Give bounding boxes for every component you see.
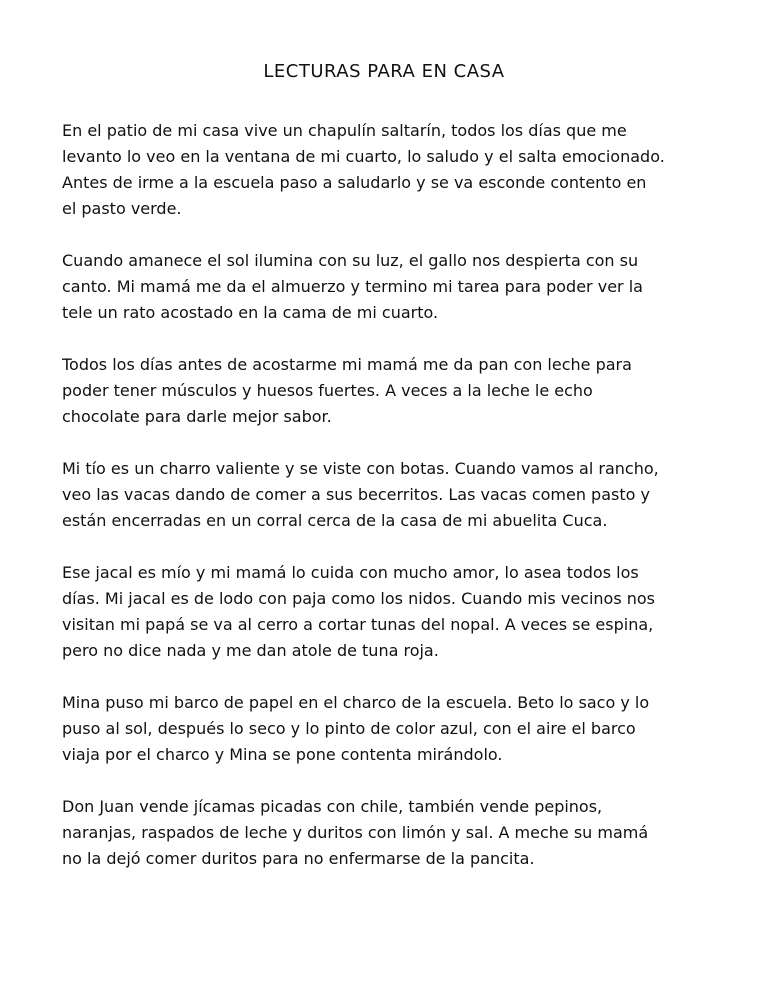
paragraph-5 xyxy=(62,560,722,664)
paragraph-1 xyxy=(62,118,722,222)
text-line: chocolate para darle mejor sabor. xyxy=(62,407,332,426)
text-line: Don Juan vende jícamas picadas con chile, también vende pepinos, xyxy=(62,797,603,816)
text-line: viaja por el charco y Mina se pone contenta mirándolo. xyxy=(62,745,503,764)
paragraph-2 xyxy=(62,248,722,326)
text-line: Ese jacal es mío y mi mamá lo cuida con mucho amor, lo asea todos los xyxy=(62,563,639,582)
reading-body xyxy=(62,118,722,898)
paragraph-7 xyxy=(62,794,722,872)
text-line: Mina puso mi barco de papel en el charco de la escuela. Beto lo saco y lo xyxy=(62,693,650,712)
text-line: Mi tío es un charro valiente y se viste con botas. Cuando vamos al rancho, xyxy=(62,459,659,478)
text-line: veo las vacas dando de comer a sus becerritos. Las vacas comen pasto y xyxy=(62,485,650,504)
text-line: Cuando amanece el sol ilumina con su luz, el gallo nos despierta con su xyxy=(62,251,639,270)
text-line: pero no dice nada y me dan atole de tuna roja. xyxy=(62,641,439,660)
text-line: tele un rato acostado en la cama de mi cuarto. xyxy=(62,303,439,322)
paragraph-6 xyxy=(62,690,722,768)
text-line: están encerradas en un corral cerca de la casa de mi abuelita Cuca. xyxy=(62,511,608,530)
paragraph-3 xyxy=(62,352,722,430)
text-line: puso al sol, después lo seco y lo pinto de color azul, con el aire el barco xyxy=(62,719,636,738)
text-line: visitan mi papá se va al cerro a cortar tunas del nopal. A veces se espina, xyxy=(62,615,654,634)
text-line: el pasto verde. xyxy=(62,199,182,218)
text-line: no la dejó comer duritos para no enfermarse de la pancita. xyxy=(62,849,535,868)
text-line: En el patio de mi casa vive un chapulín saltarín, todos los días que me xyxy=(62,121,627,140)
text-line: Todos los días antes de acostarme mi mamá me da pan con leche para xyxy=(62,355,632,374)
text-line: Antes de irme a la escuela paso a saludarlo y se va esconde contento en xyxy=(62,173,647,192)
paragraph-4 xyxy=(62,456,722,534)
text-line: poder tener músculos y huesos fuertes. A veces a la leche le echo xyxy=(62,381,593,400)
text-line: días. Mi jacal es de lodo con paja como los nidos. Cuando mis vecinos nos xyxy=(62,589,656,608)
text-line: levanto lo veo en la ventana de mi cuarto, lo saludo y el salta emocionado. xyxy=(62,147,665,166)
text-line: naranjas, raspados de leche y duritos con limón y sal. A meche su mamá xyxy=(62,823,649,842)
text-line: canto. Mi mamá me da el almuerzo y termino mi tarea para poder ver la xyxy=(62,277,643,296)
page-title: LECTURAS PARA EN CASA xyxy=(263,61,505,82)
